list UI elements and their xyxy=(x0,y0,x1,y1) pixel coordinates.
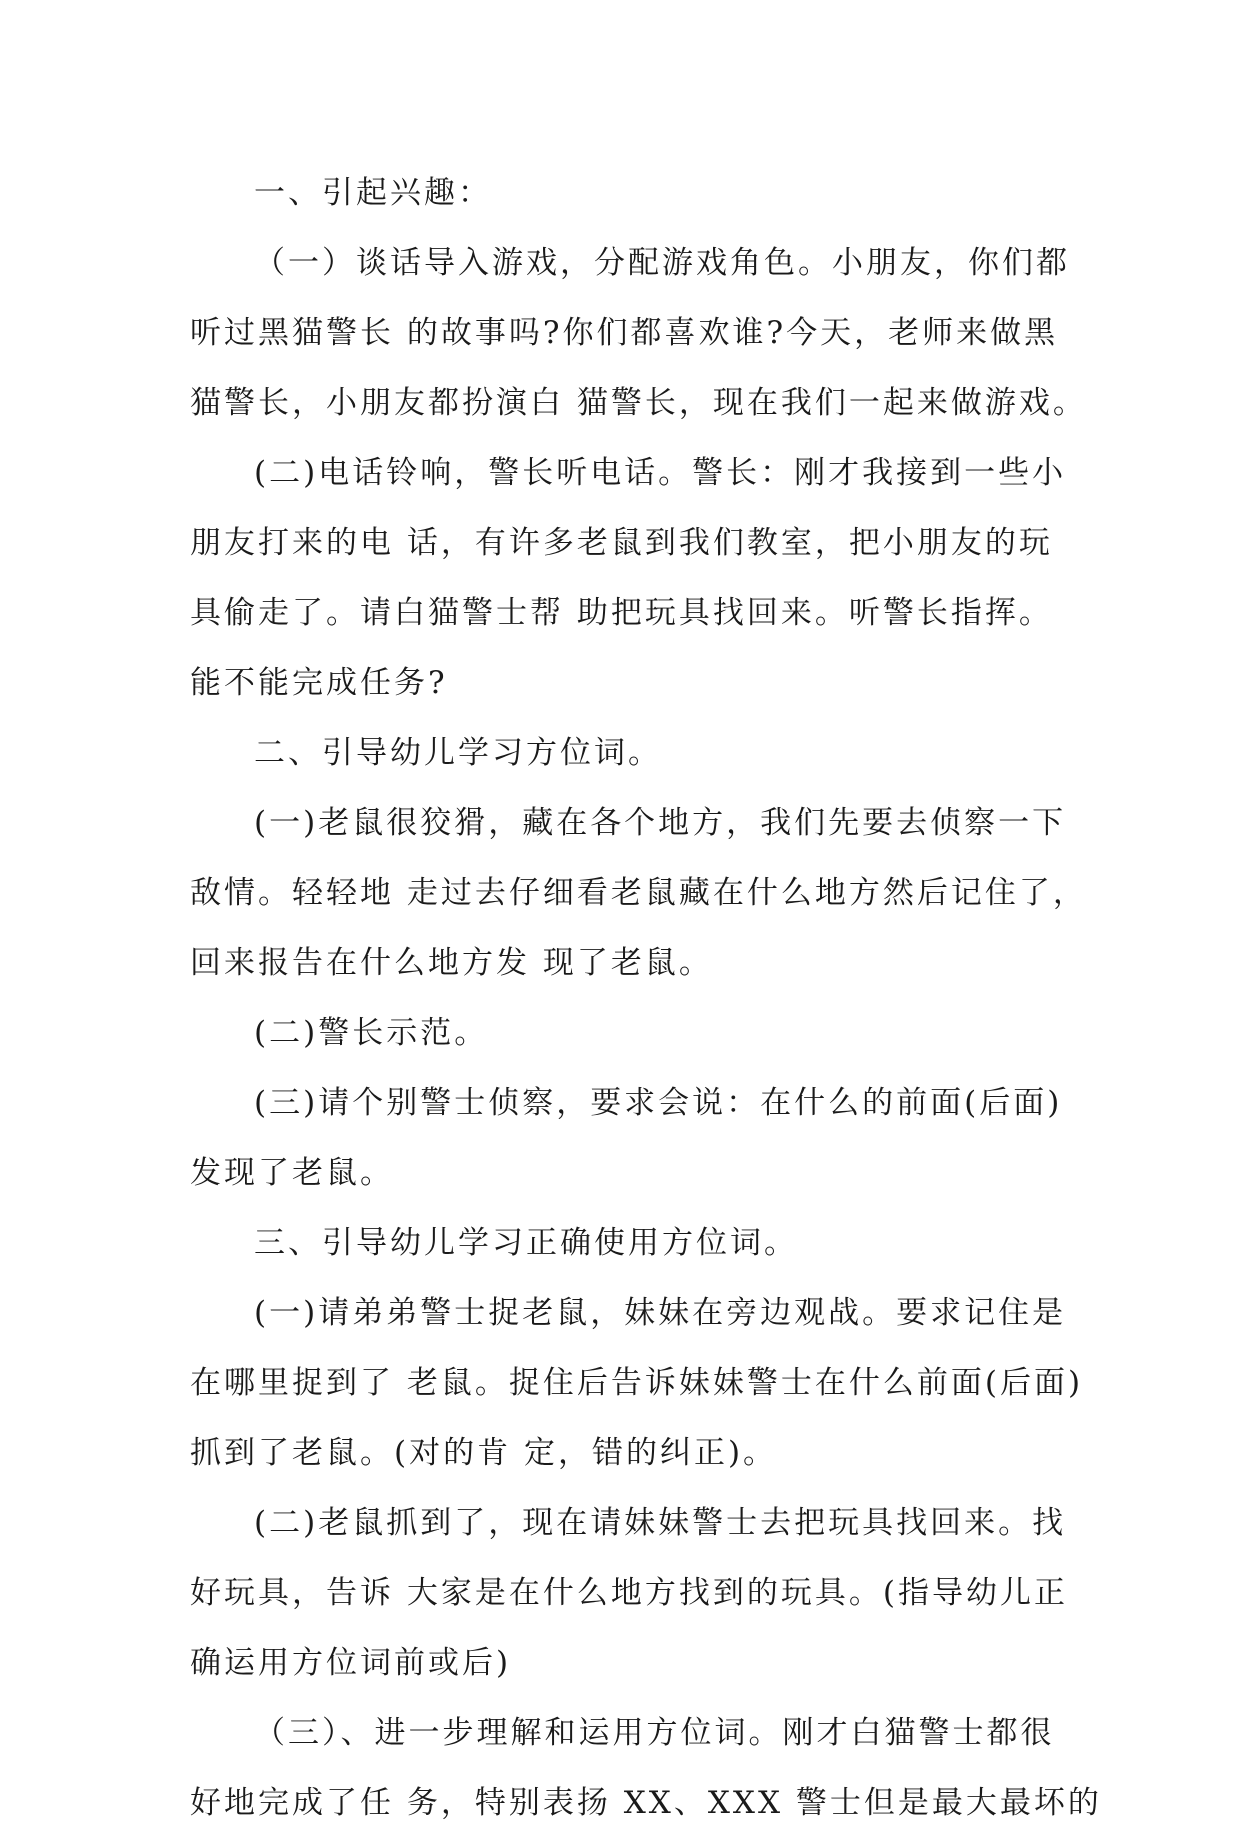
paragraph-line: (二)警长示范。 xyxy=(254,1015,489,1051)
paragraph-line: 回来报告在什么地方发 现了老鼠。 xyxy=(190,945,713,981)
section-heading-3: 三、引导幼儿学习正确使用方位词。 xyxy=(254,1225,798,1261)
paragraph-line: 具偷走了。请白猫警士帮 助把玩具找回来。听警长指挥。 xyxy=(190,595,1053,631)
paragraph-line: 抓到了老鼠。(对的肯 定，错的纠正)。 xyxy=(190,1435,778,1471)
paragraph-line: 猫警长，小朋友都扮演白 猫警长，现在我们一起来做游戏。 xyxy=(190,385,1087,421)
paragraph-line: （一）谈话导入游戏，分配游戏角色。小朋友，你们都 xyxy=(254,245,1070,281)
paragraph-line: 敌情。轻轻地 走过去仔细看老鼠藏在什么地方然后记住了， xyxy=(190,875,1087,911)
paragraph-line: 在哪里捉到了 老鼠。捉住后告诉妹妹警士在什么前面(后面) xyxy=(190,1365,1084,1401)
paragraph-line: 确运用方位词前或后) xyxy=(190,1645,512,1681)
paragraph-line: 发现了老鼠。 xyxy=(190,1155,394,1191)
paragraph-line: (二)老鼠抓到了，现在请妹妹警士去把玩具找回来。找 xyxy=(254,1505,1067,1541)
paragraph-line: 朋友打来的电 话，有许多老鼠到我们教室，把小朋友的玩 xyxy=(190,525,1053,561)
paragraph-line: （三）、进一步理解和运用方位词。刚才白猫警士都很 xyxy=(254,1715,1055,1751)
section-heading-1: 一、引起兴趣： xyxy=(254,175,492,211)
paragraph-line: (二)电话铃响，警长听电话。警长：刚才我接到一些小 xyxy=(254,455,1067,491)
paragraph-line: 好地完成了任 务，特别表扬 XX、XXX 警士但是最大最坏的 xyxy=(190,1785,1102,1821)
paragraph-line: (一)老鼠很狡猾，藏在各个地方，我们先要去侦察一下 xyxy=(254,805,1067,841)
paragraph-line: (三)请个别警士侦察，要求会说：在什么的前面(后面) xyxy=(254,1085,1063,1121)
paragraph-line: 听过黑猫警长 的故事吗?你们都喜欢谁?今天，老师来做黑 xyxy=(190,315,1059,351)
section-heading-2: 二、引导幼儿学习方位词。 xyxy=(254,735,662,771)
document-body xyxy=(190,158,1102,1838)
paragraph-line: 好玩具，告诉 大家是在什么地方找到的玩具。(指导幼儿正 xyxy=(190,1575,1068,1611)
paragraph-line: (一)请弟弟警士捉老鼠，妹妹在旁边观战。要求记住是 xyxy=(254,1295,1067,1331)
paragraph-line: 能不能完成任务? xyxy=(190,665,448,701)
